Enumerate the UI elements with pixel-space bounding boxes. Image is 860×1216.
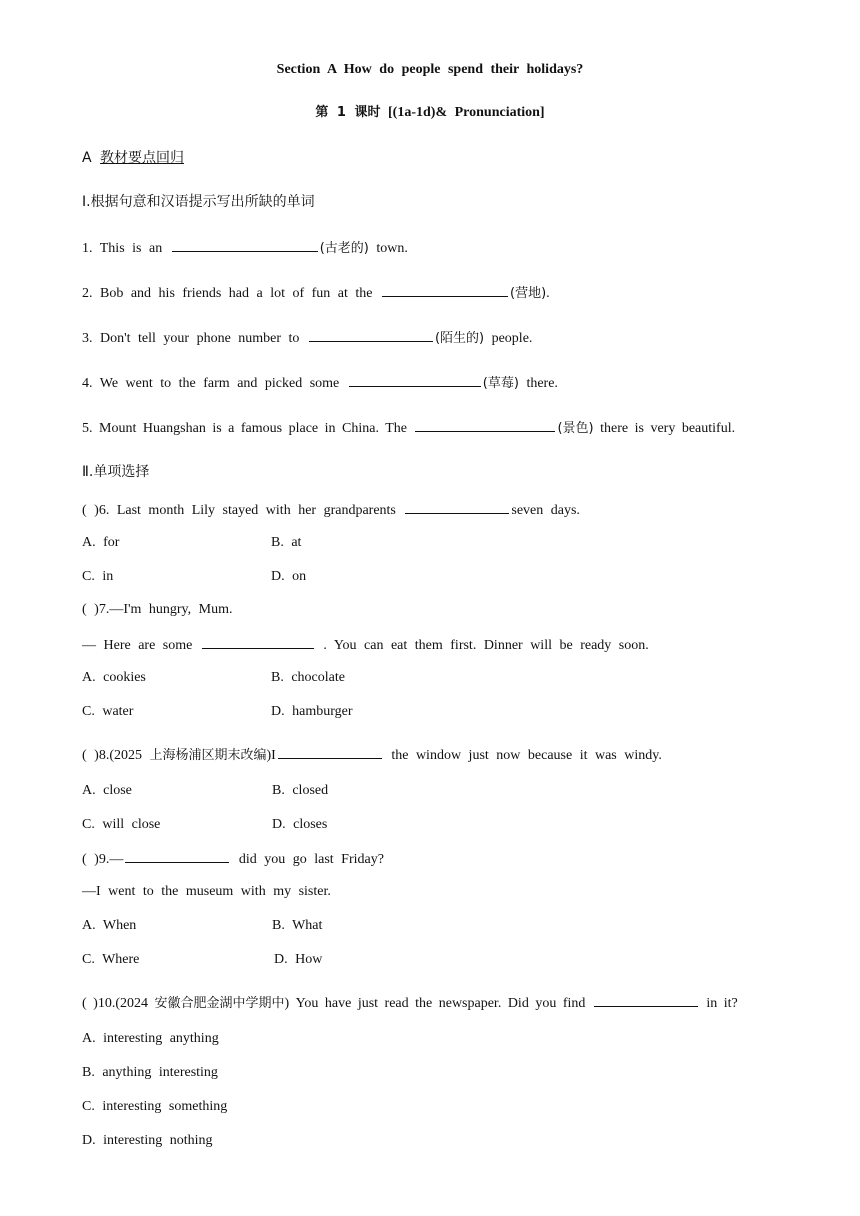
q5-text-after: there is very beautiful. <box>600 421 736 436</box>
q7-option-a[interactable]: A. cookies <box>82 670 146 685</box>
q3-text-before: 3. Don't tell your phone number to <box>82 331 300 346</box>
q7-option-c[interactable]: C. water <box>82 704 134 719</box>
q10-option-c[interactable]: C. interesting something <box>82 1099 228 1114</box>
q5-hint: (景色) <box>557 421 594 436</box>
question-7: ( )7.—I'm hungry, Mum. <box>82 602 233 617</box>
question-5 <box>82 417 735 437</box>
worksheet-title: Section A How do people spend their holidays? <box>276 62 584 77</box>
q4-hint: (草莓) <box>482 376 519 391</box>
q6-text-after: seven days. <box>511 503 580 518</box>
part-a-heading <box>82 147 184 167</box>
q8-option-b[interactable]: B. closed <box>272 783 329 798</box>
q6-answer-blank[interactable] <box>405 501 509 514</box>
q9-option-d[interactable]: D. How <box>274 952 323 967</box>
part-1-heading: Ⅰ.根据句意和汉语提示写出所缺的单词 <box>82 194 315 210</box>
q8-answer-blank[interactable] <box>278 746 382 759</box>
q10-text-before: ( )10.(2024 <box>82 996 148 1011</box>
q1-hint: (古老的) <box>319 241 369 256</box>
q6-option-d[interactable]: D. on <box>271 569 307 584</box>
question-8 <box>82 744 662 764</box>
q7-text-before: — Here are some <box>82 638 193 653</box>
question-2 <box>82 282 550 302</box>
q10-text-after: in it? <box>706 996 738 1011</box>
question-1 <box>82 237 408 257</box>
q7-option-b[interactable]: B. chocolate <box>271 670 345 685</box>
question-7-response <box>82 636 649 654</box>
q8-text-before: ( )8.(2025 <box>82 748 142 763</box>
q1-answer-blank[interactable] <box>172 239 318 252</box>
q8-source: 上海杨浦区期末改编 <box>149 748 267 763</box>
question-3 <box>82 327 532 347</box>
q10-option-b[interactable]: B. anything interesting <box>82 1065 218 1080</box>
q4-answer-blank[interactable] <box>349 374 481 387</box>
q8-option-a[interactable]: A. close <box>82 783 132 798</box>
part-a-prefix: A <box>82 150 92 166</box>
q5-answer-blank[interactable] <box>415 419 555 432</box>
lesson-number: 第 1 课时 <box>315 105 381 120</box>
q7-answer-blank[interactable] <box>202 636 314 649</box>
q6-option-c[interactable]: C. in <box>82 569 114 584</box>
q8-option-d[interactable]: D. closes <box>272 817 328 832</box>
q3-text-after: people. <box>491 331 533 346</box>
q9-option-b[interactable]: B. What <box>272 918 323 933</box>
q4-text-after: there. <box>526 376 558 391</box>
question-9-answer-line: —I went to the museum with my sister. <box>82 884 331 899</box>
q2-answer-blank[interactable] <box>382 284 508 297</box>
question-6 <box>82 501 580 519</box>
q9-text-before: ( )9.— <box>82 852 124 867</box>
q10-text-mid: ) You have just read the newspaper. Did you find <box>284 996 586 1011</box>
q9-option-a[interactable]: A. When <box>82 918 137 933</box>
question-10 <box>82 992 738 1012</box>
q10-option-d[interactable]: D. interesting nothing <box>82 1133 213 1148</box>
lesson-subtitle <box>0 101 860 121</box>
q9-answer-blank[interactable] <box>125 850 229 863</box>
lesson-range: [(1a-1d)& Pronunciation] <box>388 105 545 120</box>
q9-option-c[interactable]: C. Where <box>82 952 140 967</box>
q10-source: 安徽合肥金湖中学期中 <box>154 996 285 1011</box>
q1-text-after: town. <box>376 241 408 256</box>
q3-answer-blank[interactable] <box>309 329 433 342</box>
q7-text-after: . You can eat them first. Dinner will be ready soon. <box>323 638 649 653</box>
q1-text-before: 1. This is an <box>82 241 163 256</box>
q4-text-before: 4. We went to the farm and picked some <box>82 376 340 391</box>
q8-option-c[interactable]: C. will close <box>82 817 161 832</box>
q2-text-after: . <box>546 286 550 301</box>
q10-option-a[interactable]: A. interesting anything <box>82 1031 219 1046</box>
q10-answer-blank[interactable] <box>594 994 698 1007</box>
q7-option-d[interactable]: D. hamburger <box>271 704 353 719</box>
part-a-label: 教材要点回归 <box>100 150 185 166</box>
q6-option-a[interactable]: A. for <box>82 535 120 550</box>
q2-text-before: 2. Bob and his friends had a lot of fun at the <box>82 286 373 301</box>
q8-text-after: the window just now because it was windy. <box>391 748 662 763</box>
question-4 <box>82 372 558 392</box>
q3-hint: (陌生的) <box>434 331 485 346</box>
q8-text-mid: )I <box>266 748 276 763</box>
q5-text-before: 5. Mount Huangshan is a famous place in China. The <box>82 421 407 436</box>
q9-text-after: did you go last Friday? <box>238 852 384 867</box>
q6-option-b[interactable]: B. at <box>271 535 302 550</box>
q6-text-before: ( )6. Last month Lily stayed with her grandparents <box>82 503 396 518</box>
part-2-heading: Ⅱ.单项选择 <box>82 464 150 480</box>
q2-hint: (营地) <box>510 286 547 301</box>
question-9 <box>82 850 384 868</box>
